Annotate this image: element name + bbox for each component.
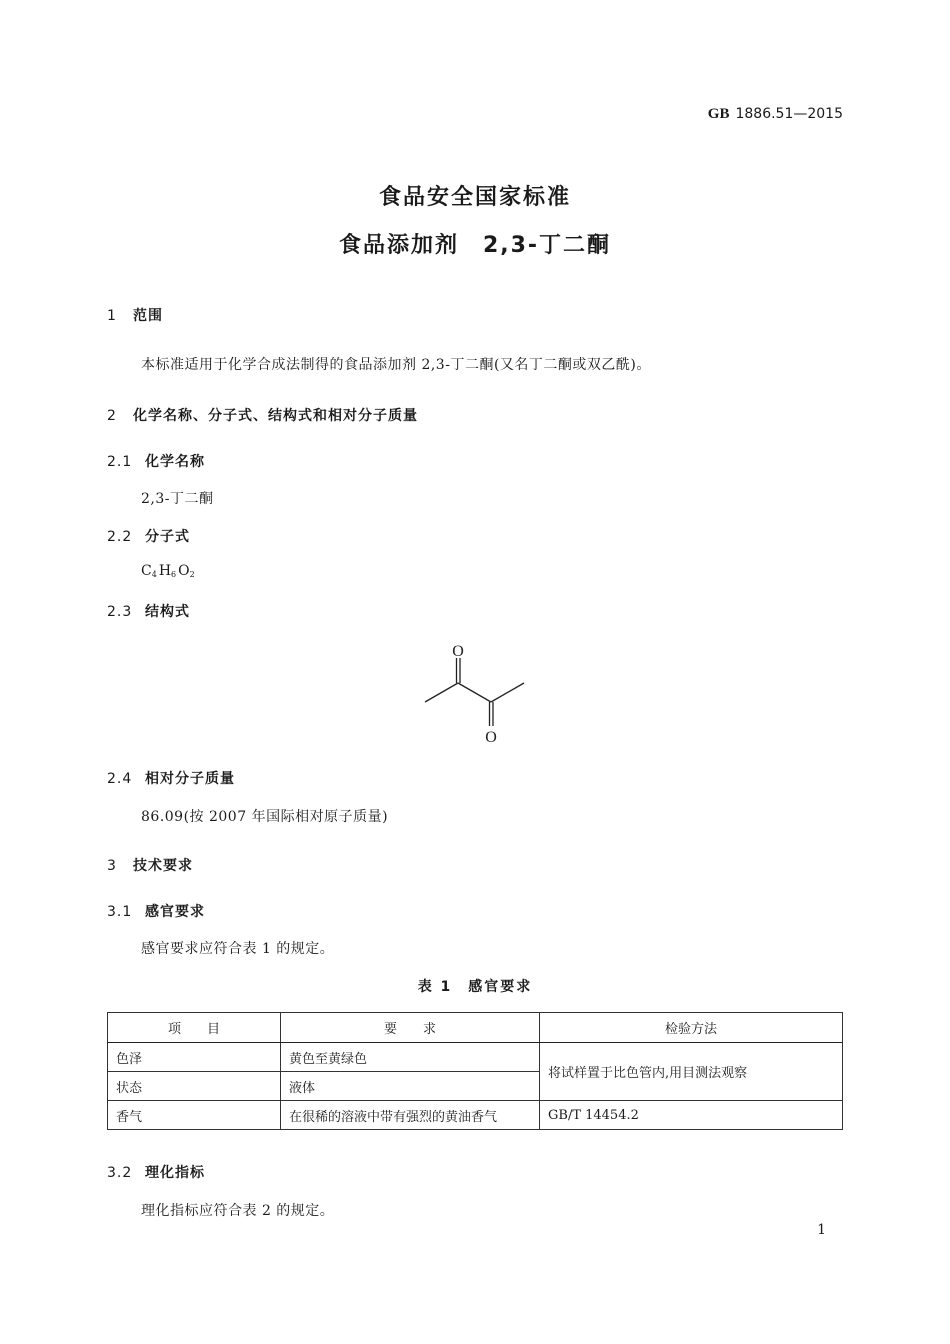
- section-title: 范围: [133, 308, 163, 324]
- section-3-1-text: 感官要求应符合表 1 的规定。: [141, 941, 335, 957]
- table-1-caption: 表 1 感官要求: [417, 979, 533, 995]
- cell-method: 将试样置于比色管内,用目测法观察: [540, 1043, 843, 1101]
- section-3-1-heading: [107, 901, 205, 921]
- section-title: 技术要求: [133, 858, 193, 874]
- sensory-requirements-table: [107, 1012, 843, 1130]
- cell-requirement: 在很稀的溶液中带有强烈的黄油香气: [281, 1101, 540, 1130]
- section-number: 3.2: [107, 1165, 133, 1181]
- standard-prefix: GB: [707, 106, 730, 122]
- section-title: 相对分子质量: [145, 771, 235, 787]
- section-number: 2.4: [107, 771, 133, 787]
- section-2-2-heading: [107, 526, 190, 546]
- cell-item: 色泽: [108, 1043, 281, 1072]
- document-title-main: 食品安全国家标准: [378, 185, 571, 210]
- column-header-requirement: 要 求: [281, 1013, 540, 1043]
- section-number: 3: [107, 858, 117, 874]
- section-1-text: 本标准适用于化学合成法制得的食品添加剂 2,3-丁二酮(又名丁二酮或双乙酰)。: [141, 357, 651, 373]
- section-2-heading: [107, 405, 418, 425]
- structural-formula-diagram: [420, 638, 530, 748]
- column-header-method: 检验方法: [540, 1013, 843, 1043]
- section-2-3-heading: [107, 601, 190, 621]
- section-title: 感官要求: [145, 904, 205, 920]
- section-3-2-heading: [107, 1162, 205, 1182]
- table-header-row: [108, 1013, 843, 1043]
- section-2-4-heading: [107, 768, 235, 788]
- cell-requirement: 液体: [281, 1072, 540, 1101]
- oxygen-atom-bottom: O: [485, 729, 497, 746]
- section-number: 2.2: [107, 529, 133, 545]
- section-2-1-heading: [107, 451, 205, 471]
- cell-item: 状态: [108, 1072, 281, 1101]
- column-header-item: 项 目: [108, 1013, 281, 1043]
- section-title: 化学名称: [145, 454, 205, 470]
- section-title: 分子式: [145, 529, 190, 545]
- section-number: 1: [107, 308, 117, 324]
- cell-method: GB/T 14454.2: [540, 1101, 843, 1130]
- standard-number: [708, 106, 843, 123]
- document-title-sub: 食品添加剂 2,3-丁二酮: [338, 233, 612, 258]
- page-number: 1: [817, 1222, 826, 1238]
- chemical-name: 2,3-丁二酮: [141, 491, 214, 507]
- table-row: [108, 1043, 843, 1072]
- standard-code: 1886.51—2015: [735, 106, 843, 122]
- section-3-heading: [107, 855, 193, 875]
- section-3-2-text: 理化指标应符合表 2 的规定。: [141, 1203, 335, 1219]
- section-number: 3.1: [107, 904, 133, 920]
- section-title: 化学名称、分子式、结构式和相对分子质量: [133, 408, 418, 424]
- section-1-heading: [107, 305, 163, 325]
- molecular-formula: $C_4$ $H_6$ $O_2$: [141, 563, 195, 579]
- oxygen-atom-top: O: [452, 643, 464, 660]
- section-title: 结构式: [145, 604, 190, 620]
- cell-requirement: 黄色至黄绿色: [281, 1043, 540, 1072]
- table-row: [108, 1101, 843, 1130]
- molecular-mass: 86.09(按 2007 年国际相对原子质量): [141, 809, 389, 825]
- section-number: 2.1: [107, 454, 133, 470]
- section-title: 理化指标: [145, 1165, 205, 1181]
- cell-item: 香气: [108, 1101, 281, 1130]
- section-number: 2: [107, 408, 117, 424]
- section-number: 2.3: [107, 604, 133, 620]
